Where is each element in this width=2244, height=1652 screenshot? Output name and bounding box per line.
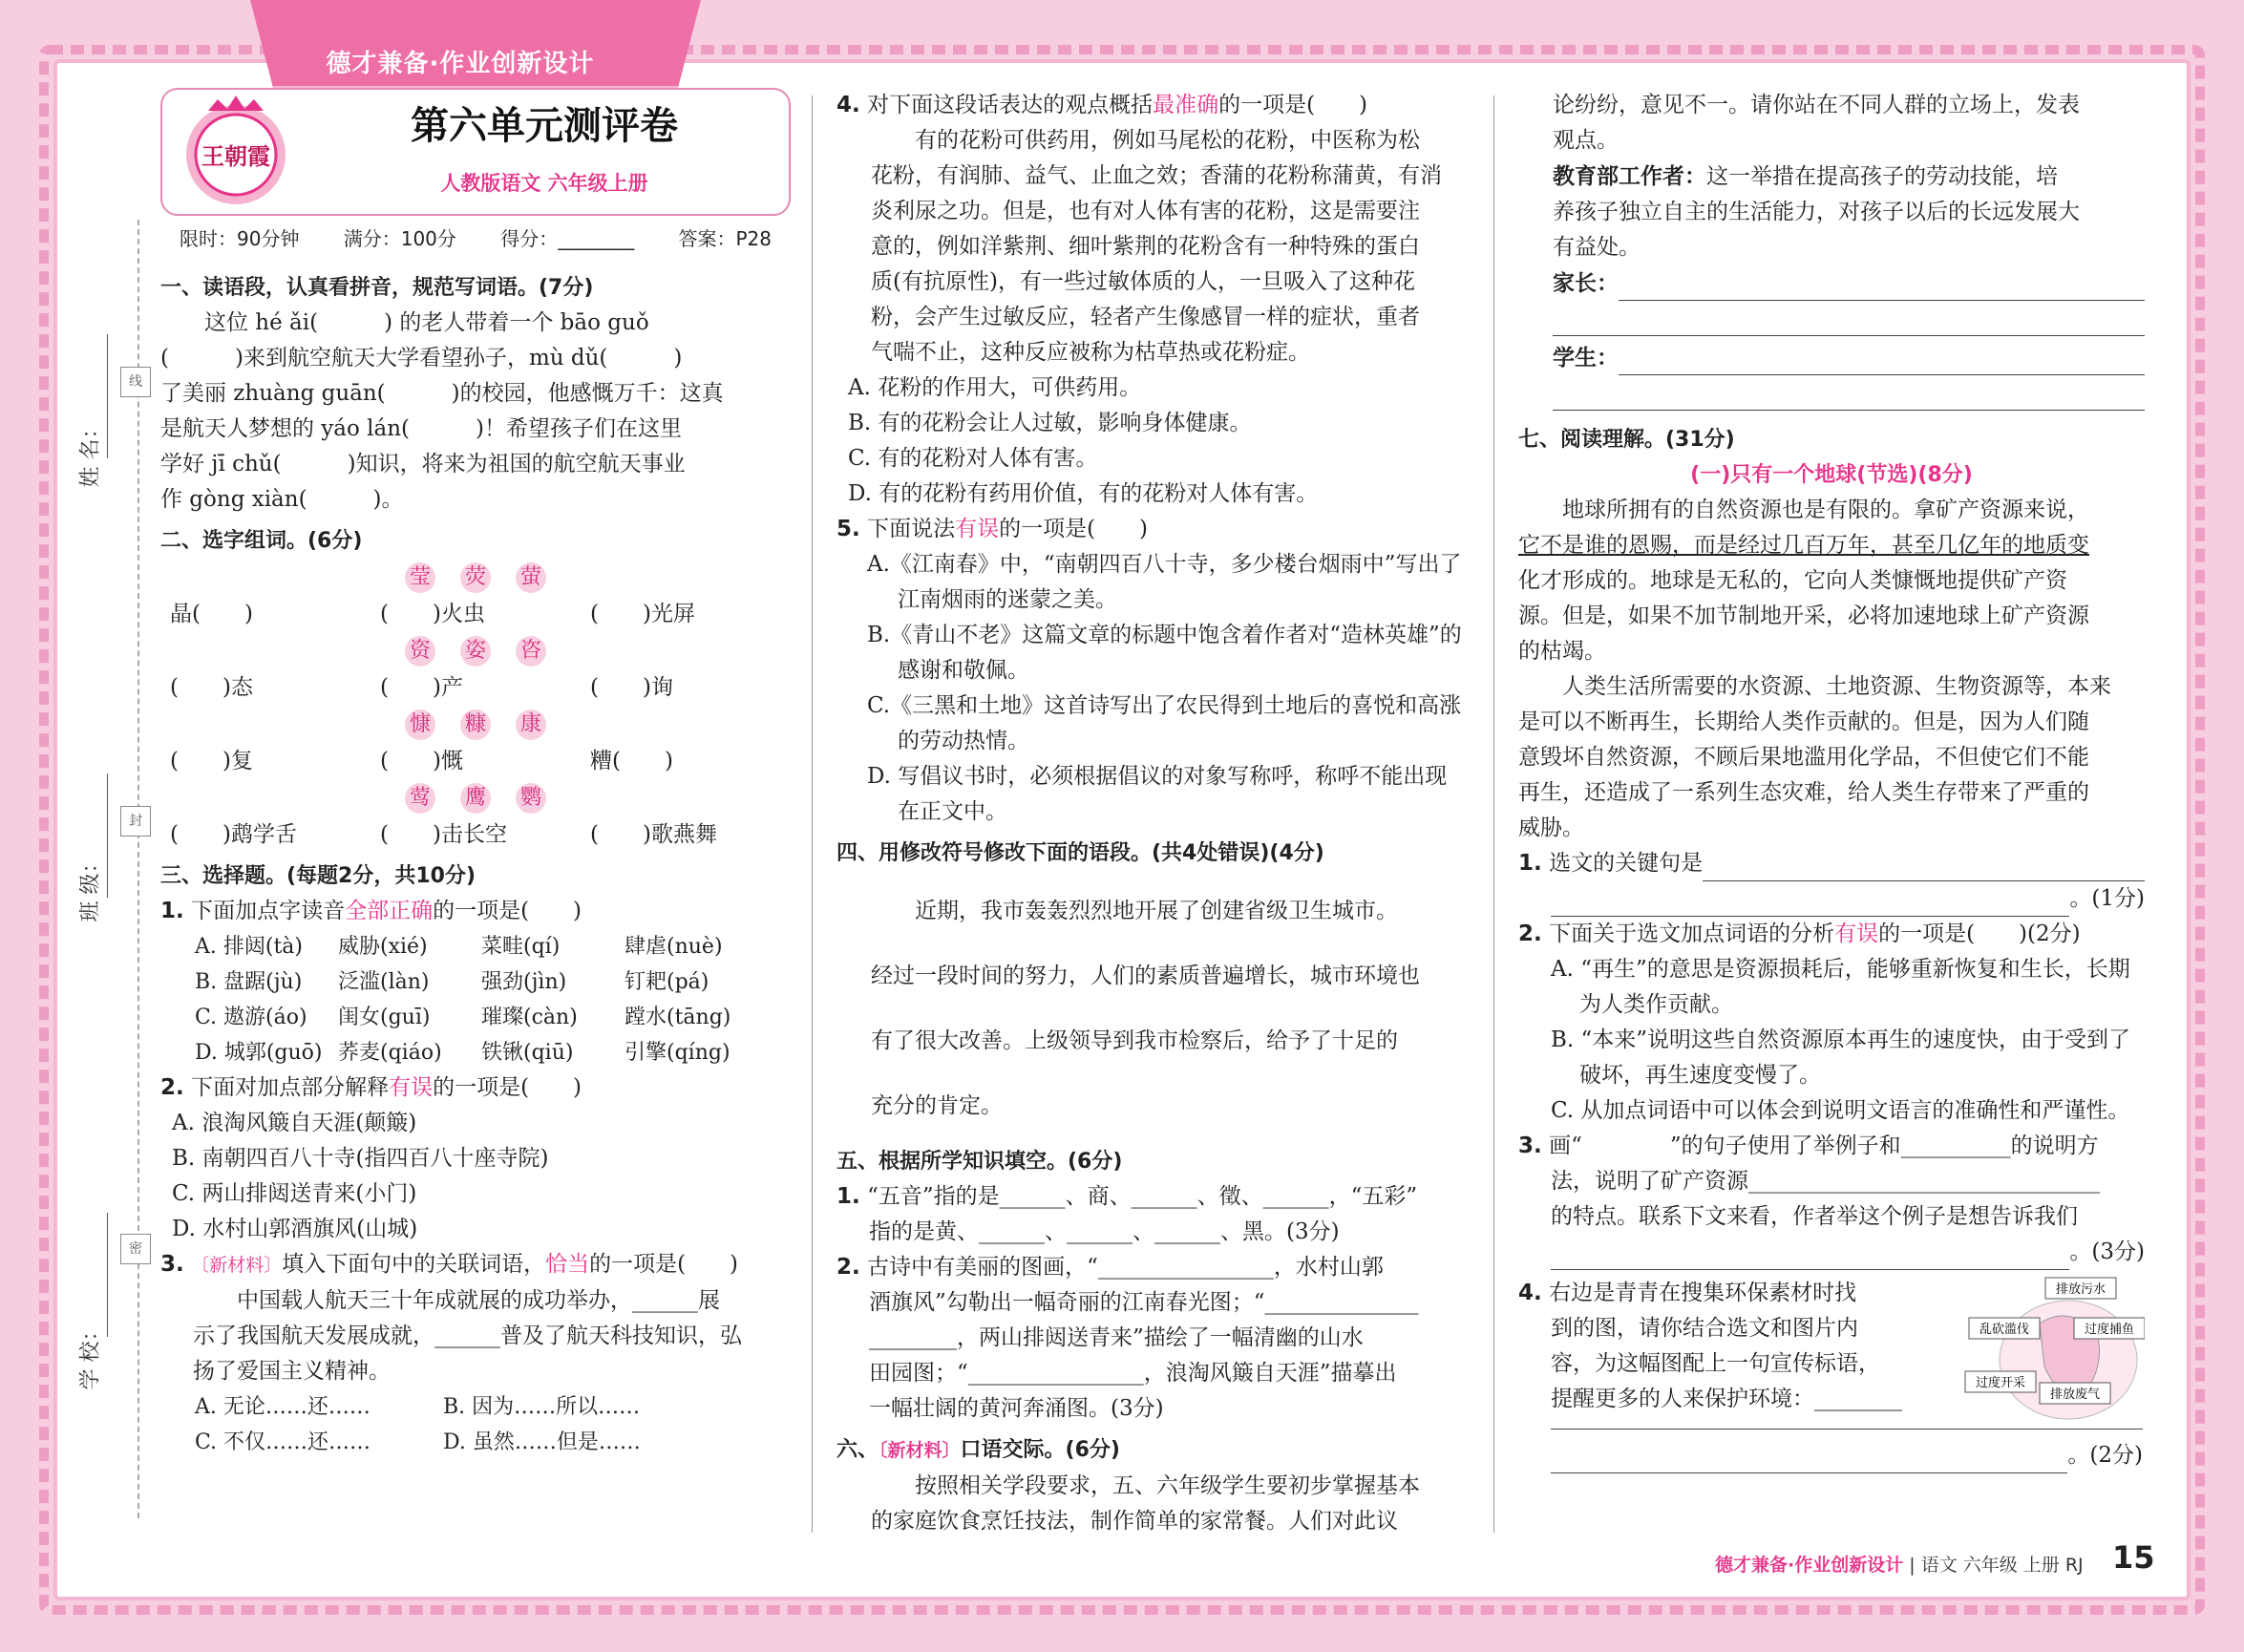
s7-q4 (1518, 1276, 2145, 1495)
q3-answer-row (1518, 1235, 2145, 1270)
s5-q2-line[interactable]: 古诗中有美丽的图画，“________________，水村山郭 (867, 1255, 1384, 1280)
s5-q2[interactable] (836, 1250, 1467, 1285)
q-text[interactable]: 的一项是( )(2分) (1878, 921, 2081, 946)
q4-answer-row (1551, 1438, 2143, 1473)
option[interactable]: C. 从加点词语中可以体会到说明文语言的准确性和严谨性。 (1551, 1098, 2130, 1123)
score-note: 。(1分) (2069, 886, 2145, 911)
score-note: 。(3分) (2069, 1239, 2145, 1264)
word-blank[interactable]: ( )询 (590, 675, 673, 700)
s1-line[interactable]: 是航天人梦想的 yáo lán( )！希望孩子们在这里 (160, 416, 683, 441)
passage-line: 化才形成的。地球是无私的，它向人类慷慨地提供矿产资 (1518, 568, 2067, 593)
char-chip: 糠 (460, 710, 491, 740)
q-text: 选文的关键句是 (1549, 851, 1704, 876)
opt-cell: B. 盘踞(jù) (195, 970, 303, 994)
char-chip: 莹 (405, 562, 435, 593)
edu-text: 这一举措在提高孩子的劳动技能，培 (1706, 164, 2058, 189)
word-blank[interactable]: ( )慨 (380, 749, 463, 773)
s5-q2-line: 一幅壮阔的黄河奔涌图。(3分) (869, 1396, 1164, 1421)
name-label (74, 459, 104, 488)
passage-line: 人类生活所需要的水资源、土地资源、生物资源等，本来 (1562, 674, 2111, 699)
question-number: 4. (836, 93, 860, 117)
q-text: 对下面这段话表达的观点概括 (867, 93, 1154, 117)
q4-passage: 气喘不止，这种反应被称为枯草热或花粉症。 (871, 340, 1310, 365)
exam-meta (160, 222, 791, 257)
s6-cont-line: 论纷纷，意见不一。请你站在不同人群的立场上，发表 (1553, 93, 2080, 117)
word-blank[interactable]: ( )火虫 (380, 602, 485, 626)
q-text[interactable]: 的一项是( ) (433, 1075, 582, 1100)
section-1-heading: 一、读语段，认真看拼音，规范写词语。(7分) (160, 276, 594, 300)
word-blank[interactable]: ( )鹉学舌 (170, 822, 297, 847)
s6-line: 的家庭饮食烹饪技法，制作简单的家常餐。人们对此议 (871, 1509, 1398, 1534)
question-number: 5. (836, 517, 860, 541)
answer-line[interactable] (1551, 1235, 2069, 1270)
passage-line-underlined: 它不是谁的恩赐，而是经过几百万年，甚至几亿年的地质变 (1518, 533, 2089, 558)
s4-paragraph[interactable] (836, 879, 1467, 1138)
q4-line: 右边是青青在搜集环保素材时找 (1549, 1281, 1857, 1305)
section-2-heading: 二、选字组词。(6分) (160, 529, 363, 553)
passage-line: 地球所拥有的自然资源也是有限的。拿矿产资源来说， (1562, 498, 2089, 522)
q-text[interactable]: 的一项是( ) (1218, 93, 1368, 117)
s4-line[interactable]: 有了很大改善。上级领导到我市检察后，给予了十足的 (871, 1028, 1398, 1053)
q-highlight: 最准确 (1153, 93, 1219, 117)
pinyin-row-d[interactable] (160, 1035, 791, 1070)
option[interactable]: D. 写倡议书时，必须根据倡议的对象写称呼，称呼不能出现在正文中。 (867, 764, 1448, 824)
opt-cell: C. 遨游(áo) (195, 1006, 307, 1029)
edu-text: 有益处。 (1553, 235, 1641, 260)
s5-q2-line[interactable]: ________，两山排闼送青来”描绘了一幅清幽的山水 (869, 1325, 1364, 1350)
binding-char-feng: 封 (120, 806, 151, 837)
s6-cont-line: 观点。 (1553, 128, 1619, 153)
s3-q1-stem (160, 894, 791, 929)
s6-prefix: 六、 (836, 1438, 879, 1462)
char-chip: 慷 (405, 710, 435, 740)
question-number: 1. (836, 1184, 860, 1209)
word-blank[interactable]: ( )击长空 (380, 822, 507, 847)
passage-line: 威胁。 (1518, 815, 1584, 840)
edu-label: 教育部工作者： (1553, 163, 1706, 189)
option[interactable]: B. 南朝四百八十寺(指四百八十座寺院) (172, 1146, 549, 1171)
s5-q1[interactable] (836, 1179, 1467, 1215)
s5-q2-line[interactable]: 田园图；“________________，浪淘风簸自天涯”描摹出 (869, 1361, 1397, 1386)
header-banner-text: 德才兼备·作业创新设计 (326, 50, 595, 78)
passage-title: (一)只有一个地球(节选)(8分) (1690, 463, 1973, 487)
answer-line[interactable] (1551, 881, 2069, 917)
time-limit: 限时：90分钟 (180, 227, 300, 250)
q4-line: 容，为这幅图配上一句宣传标语， (1551, 1351, 1880, 1376)
q3-options-row-1 (160, 1389, 791, 1425)
section-4-heading: 四、用修改符号修改下面的语段。(共4处错误)(4分) (836, 841, 1324, 865)
map-label: 排放污水 (2055, 1282, 2106, 1297)
logo-badge-icon (180, 95, 292, 208)
question-number: 2. (1518, 921, 1542, 946)
q4-line: 到的图，请你结合选文和图片内 (1551, 1316, 1858, 1341)
binding-char-mi: 密 (120, 1234, 151, 1264)
char-chip: 萤 (516, 562, 546, 593)
option[interactable]: B. 有的花粉会让人过敏，影响身体健康。 (848, 411, 1252, 435)
q4-stem (836, 88, 1467, 123)
word-row-3 (160, 744, 791, 779)
word-row-1 (160, 597, 791, 632)
s1-line[interactable]: 了美丽 zhuàng guān( )的校园，他感慨万千：这真 (160, 381, 724, 406)
opt-cell: 强劲(jìn) (481, 970, 567, 994)
map-label: 乱砍滥伐 (1979, 1323, 2030, 1337)
opt-cell: 钉耙(pá) (625, 970, 709, 994)
option[interactable]: C.《三黑和土地》这首诗写出了农民得到土地后的喜悦和高涨的劳动热情。 (867, 693, 1462, 753)
question-number: 3. (160, 1252, 184, 1277)
char-group-3 (160, 710, 791, 740)
section-3-heading: 三、选择题。(每题2分，共10分) (160, 864, 476, 888)
s7-q2-stem (1518, 917, 2145, 952)
page-number: 15 (2112, 1539, 2155, 1576)
q5-stem (836, 512, 1467, 547)
s6-line: 按照相关学段要求，五、六年级学生要初步掌握基本 (915, 1473, 1420, 1498)
student-answer-line[interactable] (1619, 340, 2145, 375)
title-box (160, 88, 791, 216)
s4-line[interactable]: 充分的肯定。 (871, 1093, 1003, 1118)
s5-q2-line[interactable]: 酒旗风”勾勒出一幅奇丽的江南春光图；“______________ (869, 1290, 1419, 1315)
char-chip: 莺 (405, 783, 435, 814)
option[interactable]: C. 两山排闼送青来(小门) (172, 1181, 417, 1206)
s7-q1 (1518, 846, 2145, 881)
option[interactable]: A. 无论……还…… (195, 1395, 370, 1419)
footer (1715, 1551, 2084, 1577)
parent-label: 家长： (1553, 270, 1619, 296)
s1-line[interactable]: ( )来到航空航天大学看望孙子，mù dǔ( ) (160, 346, 683, 371)
name-fill-line[interactable] (107, 334, 108, 458)
score-note: 。(2分) (2067, 1443, 2143, 1468)
option[interactable]: D. 虽然……但是…… (443, 1430, 641, 1454)
answer-line[interactable] (1703, 846, 2145, 881)
answer-line[interactable] (1551, 1438, 2067, 1473)
opt-cell: 肆虐(nuè) (625, 935, 723, 959)
opt-cell: 菜畦(qí) (481, 935, 561, 959)
full-score: 满分：100分 (343, 227, 456, 250)
char-group-1 (160, 562, 791, 593)
q-text[interactable]: 的一项是( ) (433, 899, 582, 923)
s7-q1-line2 (1518, 881, 2145, 917)
s5-q1-line[interactable]: 指的是黄、______、______、______、黑。(3分) (869, 1219, 1340, 1244)
edu-text: 养孩子独立自主的生活能力，对孩子以后的长远发展大 (1553, 200, 2080, 224)
page-subtitle: 人教版语文 六年级上册 (440, 172, 648, 195)
q4-line[interactable]: 提醒更多的人来保护环境：________ (1551, 1387, 1902, 1411)
opt-cell: 引擎(qíng) (625, 1041, 730, 1065)
s3-q2-stem (160, 1070, 791, 1106)
parent-answer-line-2[interactable] (1553, 301, 2145, 336)
opt-cell: 璀璨(càn) (481, 1006, 578, 1029)
char-chip: 资 (405, 636, 435, 667)
option[interactable]: D. 水村山郭酒旗风(山城) (172, 1217, 418, 1241)
char-group-2 (160, 636, 791, 667)
q-text: 下面关于选文加点词语的分析 (1549, 921, 1835, 946)
map-label: 排放废气 (2049, 1387, 2101, 1402)
edu-statement (1553, 159, 2145, 195)
passage-line: 意毁坏自然资源，不顾后果地滥用化学品，不但使它们不能 (1518, 745, 2089, 770)
student-answer-line-2[interactable] (1553, 375, 2145, 411)
option[interactable]: A. “再生”的意思是资源损耗后，能够重新恢复和生长，长期为人类作贡献。 (1551, 957, 2130, 1017)
word-blank[interactable]: ( )产 (380, 675, 463, 700)
char-chip: 鹰 (460, 783, 491, 814)
opt-cell: D. 城郭(guō) (195, 1041, 323, 1065)
q-text: 下面对加点部分解释 (191, 1075, 390, 1100)
s7-q3 (1518, 1129, 2145, 1164)
new-material-tag: 〔新材料〕 (191, 1255, 283, 1276)
environment-map-illustration (1963, 1276, 2145, 1429)
parent-answer (1553, 265, 2145, 301)
s1-line[interactable]: 这位 hé ǎi( ) 的老人带着一个 bāo guǒ (204, 310, 649, 335)
s6-title: 口语交际。(6分) (960, 1438, 1120, 1462)
char-chip: 鹦 (516, 783, 546, 814)
map-label: 过度捕鱼 (2084, 1323, 2135, 1337)
passage-line: 的枯竭。 (1518, 639, 1606, 664)
q3-text: 扬了爱国主义精神。 (193, 1359, 391, 1384)
footer-brand: 德才兼备·作业创新设计 (1715, 1555, 1904, 1576)
column-divider-1 (812, 95, 813, 1533)
q4-passage: 炎利尿之功。但是，也有对人体有害的花粉，这是需要注 (871, 199, 1420, 223)
question-number: 2. (836, 1255, 860, 1280)
student-label: 学生： (1553, 345, 1619, 371)
q-text: 下面加点字读音 (191, 899, 346, 923)
footer-info: | 语文 六年级 上册 RJ (1909, 1555, 2084, 1576)
q-highlight: 恰当 (545, 1252, 590, 1277)
question-number: 2. (160, 1075, 184, 1100)
column-right (1518, 88, 2145, 1495)
q3-line[interactable]: 法，说明了矿产资源________________________________ (1551, 1169, 2100, 1194)
q-highlight: 有误 (955, 517, 1000, 541)
opt-cell: A. 排闼(tà) (195, 935, 303, 959)
q3-options-row-2 (160, 1425, 791, 1460)
q4-passage: 粉，会产生过敏反应，轻者产生像感冒一样的症状，重者 (871, 305, 1420, 329)
q3-line: 的特点。联系下文来看，作者举这个例子是想告诉我们 (1551, 1204, 2078, 1229)
char-chip: 康 (516, 710, 546, 740)
option[interactable]: C. 不仅……还…… (195, 1430, 371, 1454)
s4-line[interactable]: 近期，我市轰轰烈烈地开展了创建省级卫生城市。 (915, 899, 1398, 923)
q-highlight: 全部正确 (345, 899, 434, 923)
passage-line: 再生，还造成了一系列生态灾难，给人类生存带来了严重的 (1518, 780, 2089, 805)
option[interactable]: D. 有的花粉有药用价值，有的花粉对人体有害。 (848, 481, 1319, 506)
option[interactable]: B. “本来”说明这些自然资源原本再生的速度快，由于受到了破坏，再生速度变慢了。 (1551, 1027, 2131, 1088)
word-blank[interactable]: ( )歌燕舞 (590, 822, 717, 847)
section-6-heading (836, 1432, 1467, 1469)
pinyin-row-b[interactable] (160, 964, 791, 1000)
opt-cell: 闺女(guī) (338, 1006, 431, 1029)
opt-cell: 蹚水(tāng) (625, 1006, 731, 1029)
word-blank[interactable]: 糟( ) (590, 749, 673, 773)
word-blank[interactable]: ( )光屏 (590, 602, 695, 626)
char-chip: 姿 (460, 636, 491, 667)
map-label: 过度开采 (1975, 1376, 2026, 1390)
q3-text[interactable]: 示了我国航天发展成就，______普及了航天科技知识，弘 (193, 1324, 742, 1348)
option[interactable]: A.《江南春》中，“南朝四百八十寺，多少楼台烟雨中”写出了江南烟雨的迷蒙之美。 (867, 552, 1462, 612)
section-5-heading: 五、根据所学知识填空。(6分) (836, 1150, 1123, 1174)
question-number: 3. (1518, 1133, 1542, 1158)
q3-line[interactable]: 画“ ”的句子使用了举例子和__________的说明方 (1549, 1133, 2099, 1158)
q-highlight: 有误 (389, 1075, 434, 1100)
word-blank[interactable]: 晶( ) (170, 602, 253, 626)
q-text: 填入下面句中的关联词语， (282, 1252, 546, 1277)
question-number: 1. (160, 899, 184, 923)
q4-passage: 有的花粉可供药用，例如马尾松的花粉，中医称为松 (915, 128, 1420, 153)
q-highlight: 有误 (1834, 921, 1879, 946)
word-blank[interactable]: ( )复 (170, 749, 253, 773)
school-label (74, 1362, 104, 1390)
q4-passage: 质(有抗原性)，有一些过敏体质的人，一旦吸入了这种花 (871, 269, 1415, 294)
option[interactable]: C. 有的花粉对人体有害。 (848, 446, 1098, 471)
class-label (74, 894, 104, 922)
s3-q3-stem (160, 1247, 791, 1283)
new-material-tag: 〔新材料〕 (879, 1440, 961, 1461)
student-answer (1553, 340, 2145, 375)
section-7-heading: 七、阅读理解。(31分) (1518, 428, 1735, 452)
q-text[interactable]: 的一项是( ) (589, 1252, 739, 1277)
opt-cell: 荞麦(qiáo) (338, 1041, 442, 1065)
option[interactable]: B. 因为……所以…… (443, 1395, 641, 1419)
s1-line[interactable]: 学好 jī chǔ( )知识，将来为祖国的航空航天事业 (160, 452, 686, 477)
opt-cell: 铁锹(qiū) (481, 1041, 574, 1065)
option[interactable]: B.《青山不老》这篇文章的标题中饱含着作者对“造林英雄”的感谢和敬佩。 (867, 623, 1462, 683)
word-row-4 (160, 817, 791, 853)
option[interactable]: A. 浪淘风簸自天涯(颠簸) (172, 1111, 417, 1135)
char-chip: 咨 (516, 636, 546, 667)
option[interactable]: A. 花粉的作用大，可供药用。 (848, 375, 1142, 400)
class-fill-line[interactable] (107, 773, 108, 898)
logo-text: 王朝霞 (201, 142, 270, 170)
q4-passage: 意的，例如洋紫荆、细叶紫荆的花粉含有一种特殊的蛋白 (871, 234, 1420, 259)
binding-char-xian: 线 (120, 367, 151, 397)
page-title: 第六单元测评卷 (411, 104, 678, 148)
binding-dashed-line (138, 220, 139, 1518)
question-number: 4. (1518, 1281, 1542, 1305)
pinyin-row-a[interactable] (160, 929, 791, 964)
opt-cell: 威胁(xié) (338, 935, 428, 959)
s4-line[interactable]: 经过一段时间的努力，人们的素质普遍增长，城市环境也 (871, 964, 1420, 988)
column-divider-2 (1493, 95, 1494, 1533)
opt-cell: 泛滥(làn) (338, 970, 430, 994)
q-text[interactable]: 的一项是( ) (999, 517, 1149, 541)
answer-line[interactable] (1551, 1429, 2143, 1430)
pinyin-row-c[interactable] (160, 1000, 791, 1035)
passage-line: 是可以不断再生，长期给人类作贡献的。但是，因为人们随 (1518, 710, 2089, 734)
score-field[interactable]: 得分：________ (500, 227, 635, 250)
word-row-2 (160, 670, 791, 706)
q3-text[interactable]: 中国载人航天三十年成就展的成功举办，______展 (237, 1288, 720, 1313)
column-middle (836, 88, 1467, 1539)
q4-passage: 花粉，有润肺、益气、止血之效；香蒲的花粉称蒲黄，有消 (871, 163, 1442, 188)
s1-line[interactable]: 作 gòng xiàn( )。 (160, 487, 404, 512)
q-text: 下面说法 (867, 517, 956, 541)
s5-q1-line[interactable]: “五音”指的是______、商、______、徵、______，“五彩” (867, 1184, 1418, 1209)
passage-line: 源。但是，如果不加节制地开采，必将加速地球上矿产资源 (1518, 604, 2089, 628)
question-number: 1. (1518, 851, 1542, 876)
school-fill-line[interactable] (107, 1213, 108, 1337)
column-left (160, 88, 791, 1460)
parent-answer-line[interactable] (1619, 265, 2145, 301)
char-group-4 (160, 783, 791, 814)
char-chip: 荧 (460, 562, 491, 593)
answer-ref: 答案：P28 (678, 227, 772, 250)
word-blank[interactable]: ( )态 (170, 675, 253, 700)
